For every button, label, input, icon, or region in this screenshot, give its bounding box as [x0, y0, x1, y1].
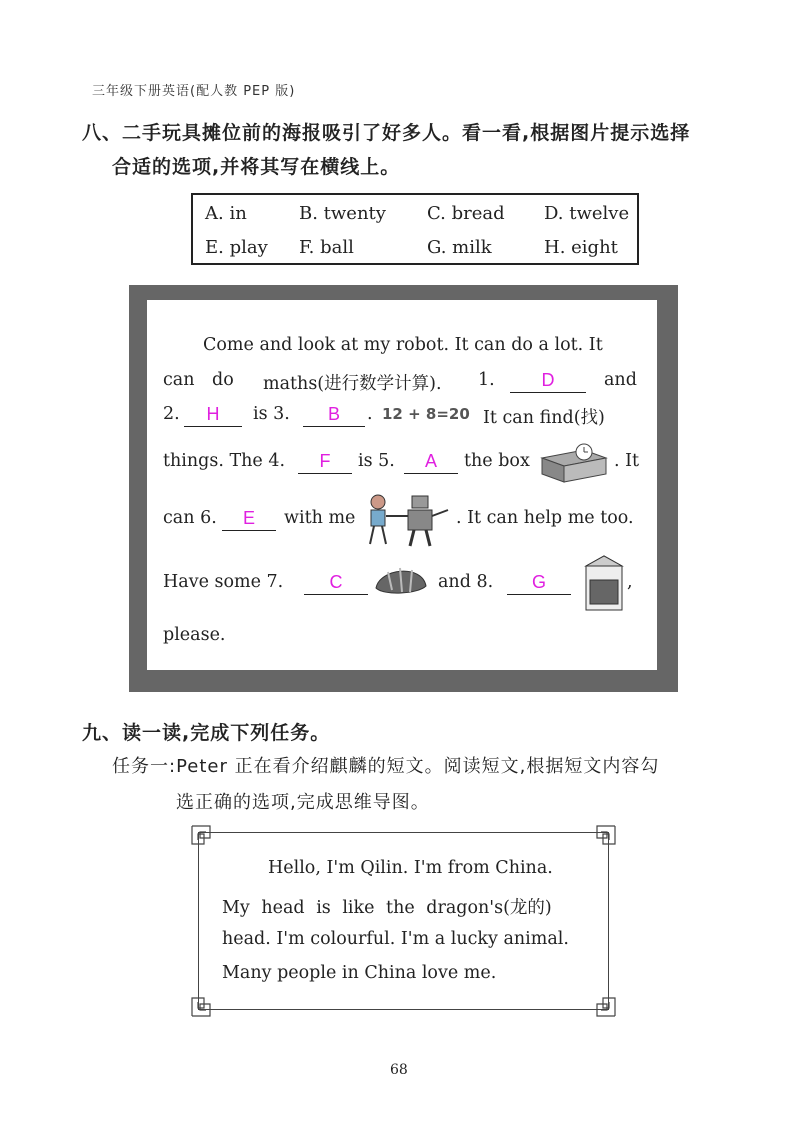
poster-text: ,	[627, 572, 633, 592]
poster-text: . It can help me too.	[456, 508, 634, 528]
passage-line-2: My head is like the dragon's(龙的)	[222, 898, 552, 918]
passage-line-3: head. I'm colourful. I'm a lucky animal.	[222, 929, 569, 949]
answer-blank-7[interactable]	[304, 570, 368, 595]
passage-line-1: Hello, I'm Qilin. I'm from China.	[268, 858, 553, 878]
poster-text: please.	[163, 625, 226, 645]
poster-text: can	[163, 370, 195, 390]
option-e: E. play	[205, 237, 268, 258]
poster-text: things. The 4.	[163, 451, 286, 471]
decorative-corners	[190, 824, 617, 1018]
poster-text: and	[604, 370, 637, 390]
poster	[147, 300, 657, 670]
option-f: F. ball	[299, 237, 354, 258]
answer-blank-3[interactable]	[303, 402, 365, 427]
answer-blank-4[interactable]	[298, 449, 352, 474]
answer-blank-6[interactable]	[222, 506, 276, 531]
poster-text: is 5.	[358, 451, 395, 471]
poster-text: It can find(找)	[483, 408, 605, 428]
poster-text: do	[212, 370, 234, 390]
answer-5: A	[424, 451, 437, 471]
poster-text: maths(进行数学计算).	[263, 374, 442, 394]
boy-and-robot-image	[362, 488, 454, 550]
poster-text: the box	[464, 451, 530, 471]
answer-blank-2[interactable]	[184, 402, 242, 427]
answer-3: B	[327, 404, 340, 424]
answer-blank-1[interactable]	[510, 368, 586, 393]
book-header: 三年级下册英语(配人教 PEP 版)	[92, 84, 296, 99]
option-g: G. milk	[427, 237, 492, 258]
options-box	[191, 193, 639, 265]
passage-line-4: Many people in China love me.	[222, 963, 497, 983]
poster-text: .	[367, 404, 373, 424]
poster-text: Have some 7.	[163, 572, 284, 592]
answer-6: E	[242, 508, 255, 528]
box-with-clock-image	[538, 440, 610, 484]
section9-title: 九、读一读,完成下列任务。	[82, 722, 331, 744]
poster-text: . It	[614, 451, 640, 471]
option-c: C. bread	[427, 203, 505, 224]
answer-1: D	[541, 370, 555, 390]
option-b: B. twenty	[299, 203, 386, 224]
answer-8: G	[531, 572, 546, 592]
option-d: D. twelve	[544, 203, 630, 224]
equation-image: 12 + 8=20	[382, 405, 470, 423]
task1-instruction: 任务一:Peter 正在看介绍麒麟的短文。阅读短文,根据短文内容勾	[112, 756, 660, 777]
poster-text: with me	[284, 508, 356, 528]
poster-text: 2.	[163, 404, 180, 424]
page-number: 68	[390, 1062, 408, 1078]
poster-text: 1.	[478, 370, 495, 390]
poster-text: and 8.	[438, 572, 494, 592]
option-a: A. in	[205, 203, 247, 224]
answer-2: H	[206, 404, 220, 424]
task1-instruction-cont: 选正确的选项,完成思维导图。	[176, 792, 430, 813]
section8-title: 八、二手玩具摊位前的海报吸引了好多人。看一看,根据图片提示选择	[82, 122, 691, 144]
milk-carton-image	[580, 552, 628, 614]
section8-subtitle: 合适的选项,并将其写在横线上。	[112, 156, 401, 178]
poster-text: is 3.	[253, 404, 290, 424]
poster-text: can 6.	[163, 508, 217, 528]
bread-image	[372, 562, 430, 598]
answer-7: C	[329, 572, 343, 592]
answer-4: F	[319, 451, 331, 471]
answer-blank-8[interactable]	[507, 570, 571, 595]
poster-line-1: Come and look at my robot. It can do a lot. It	[203, 335, 603, 355]
option-h: H. eight	[544, 237, 618, 258]
answer-blank-5[interactable]	[404, 449, 458, 474]
